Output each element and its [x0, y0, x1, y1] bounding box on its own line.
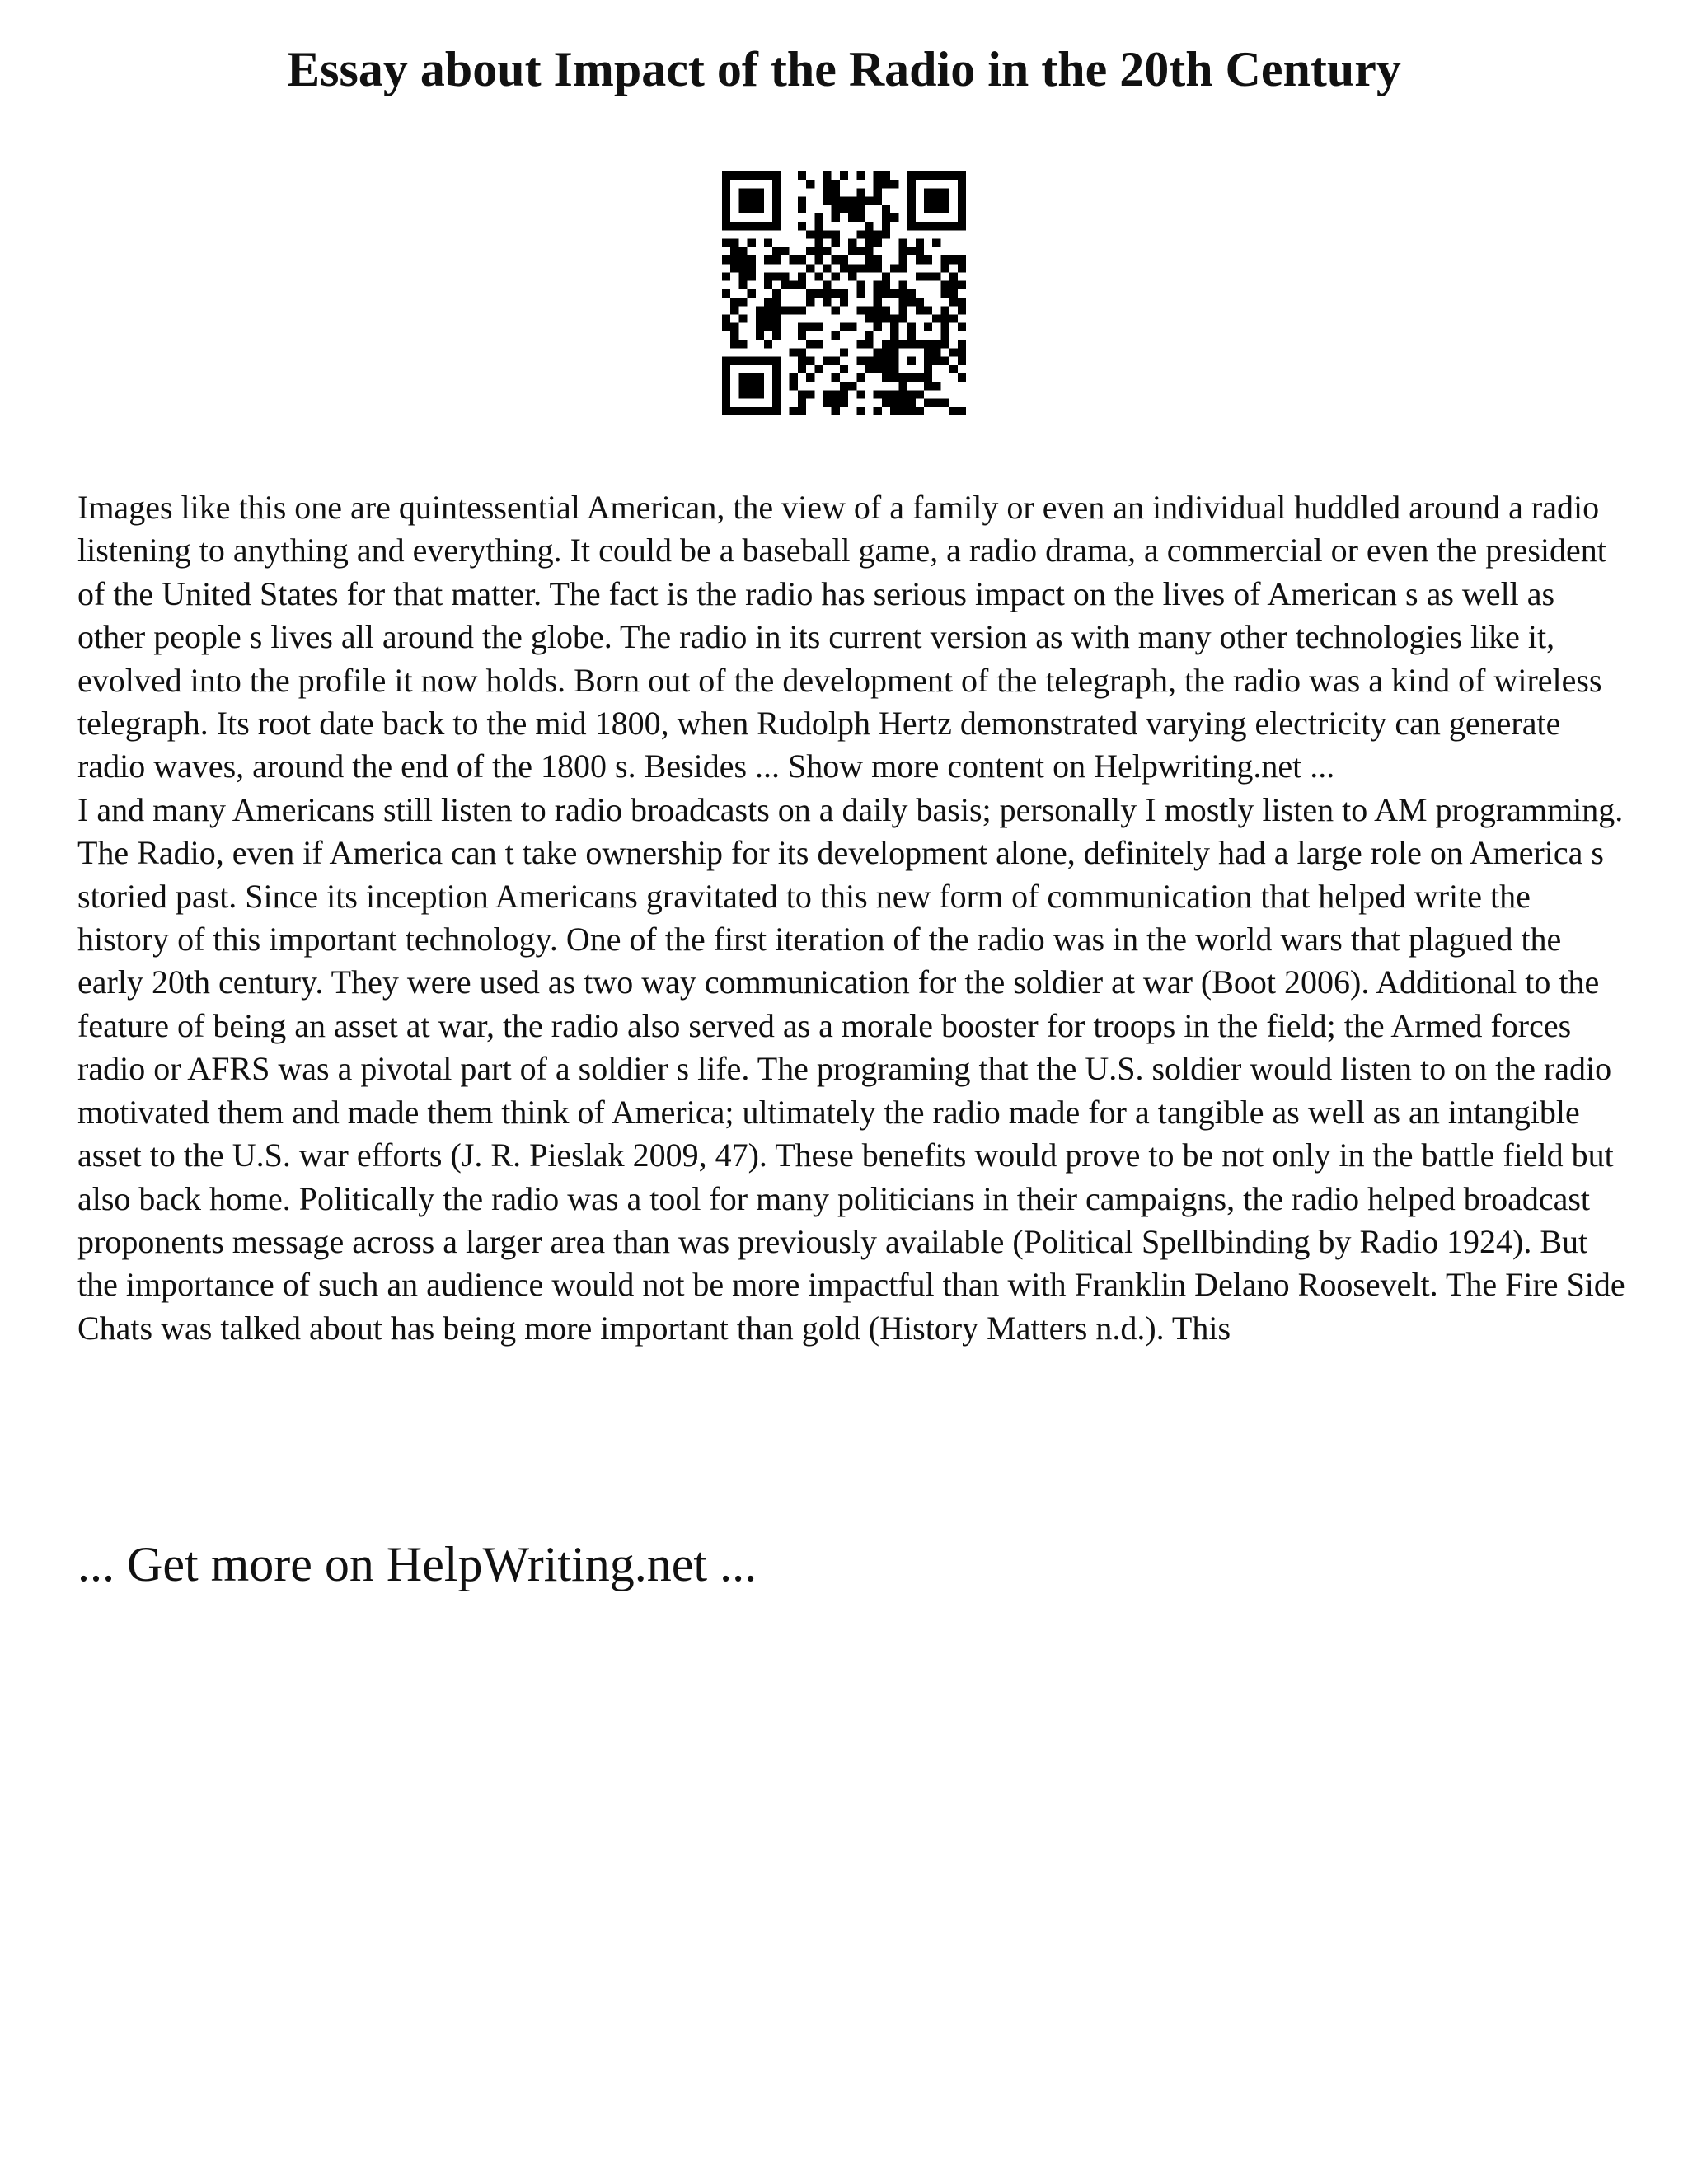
- page-title: Essay about Impact of the Radio in the 20th Century: [287, 42, 1401, 96]
- get-more-link[interactable]: ... Get more on HelpWriting.net ...: [77, 1537, 757, 1591]
- essay-paragraph-1: Images like this one are quintessential American, the view of a family or even an individual huddled around a radio listening to anything and everything. It could be a baseball game, a radio drama, a commercial or even the president of the United States for that matter. The fact is the radio has serious impact on the lives of American s as well as other people s lives all around the globe. The radio in its current version as with many other technologies like it, evolved into the profile it now holds. Born out of the development of the telegraph, the radio was a kind of wireless telegraph. Its root date back to the mid 1800, when Rudolph Hertz demonstrated varying electricity can generate radio waves, around the end of the 1800 s. Besides ... Show more content on Helpwriting.net ...: [77, 489, 1606, 785]
- qr-code-icon: [722, 171, 966, 415]
- essay-body: [77, 486, 1627, 1350]
- essay-paragraph-2: I and many Americans still listen to radio broadcasts on a daily basis; personally I mostly listen to AM programming. The Radio, even if America can t take ownership for its development alone, definitely had a large role on America s storied past. Since its inception Americans gravitated to this new form of communication that helped write the history of this important technology. One of the first iteration of the radio was in the world wars that plagued the early 20th century. They were used as two way communication for the soldier at war (Boot 2006). Additional to the feature of being an asset at war, the radio also served as a morale booster for troops in the field; the Armed forces radio or AFRS was a pivotal part of a soldier s life. The programing that the U.S. soldier would listen to on the radio motivated them and made them think of America; ultimately the radio made for a tangible as well as an intangible asset to the U.S. war efforts (J. R. Pieslak 2009, 47). These benefits would prove to be not only in the battle field but also back home. Politically the radio was a tool for many politicians in their campaigns, the radio helped broadcast proponents message across a larger area than was previously available (Political Spellbinding by Radio 1924). But the importance of such an audience would not be more impactful than with Franklin Delano Roosevelt. The Fire Side Chats was talked about has being more important than gold (History Matters n.d.). This: [77, 790, 1625, 1347]
